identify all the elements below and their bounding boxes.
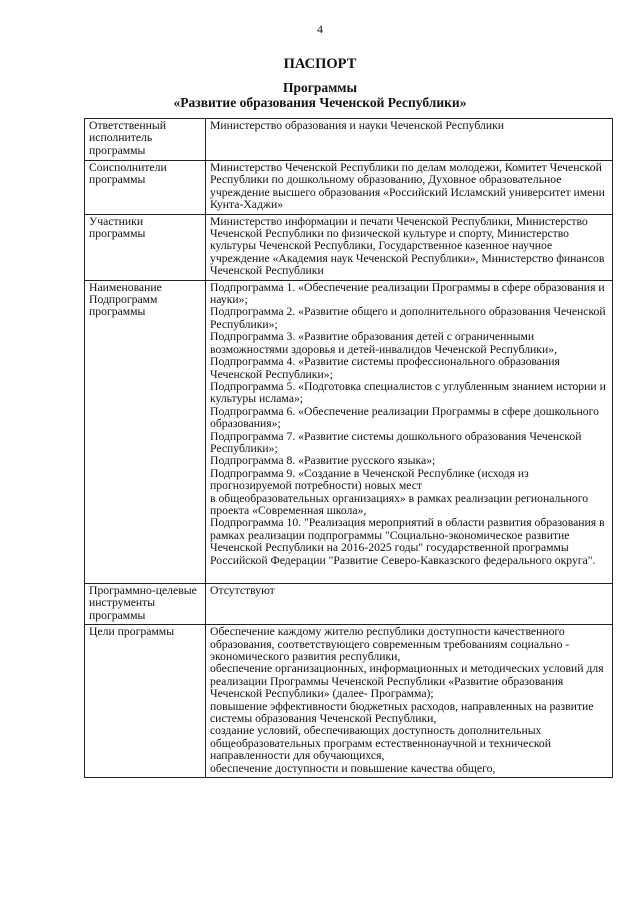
value-line: обеспечение организационных, информационных и методических условий для реализации Программы Чеченской Республики «Развитие образования Чеченской Республики» (далее- Программа); (210, 662, 604, 701)
value-line: Подпрограмма 8. «Развитие русского языка»; (210, 454, 436, 468)
value-line: в общеобразовательных организациях» в рамках реализации регионального проекта «Современная школа», (210, 491, 589, 517)
subtitle-line-2: «Развитие образования Чеченской Республики» (173, 95, 467, 110)
value-line: Министерство информации и печати Чеченской Республики, Министерство Чеченской Республики по физической культуре и спорту, Министерство культуры Чеченской Республики, Государственное казенное научное учреждение «Академия наук Чеченской Республики», Министерство финансов Чеченской Республики (210, 214, 605, 278)
table-row (85, 119, 613, 161)
table-row (85, 280, 613, 583)
row-value (206, 214, 613, 280)
value-line: Подпрограмма 9. «Создание в Чеченской Республике (исходя из прогнозируемой потребности) новых мест (210, 466, 529, 493)
value-line: Обеспечение каждому жителю республики доступности качественного образования, соответствующего современным требованиям социально - экономического развития республики, (210, 625, 570, 664)
row-label: Соисполнители программы (85, 161, 206, 215)
value-line: Подпрограмма 6. «Обеспечение реализации Программы в сфере дошкольного образования»; (210, 404, 599, 431)
value-line: Подпрограмма 1. «Обеспечение реализации Программы в сфере образования и науки»; (210, 280, 605, 307)
passport-table (84, 118, 613, 778)
value-line: повышение эффективности бюджетных расходов, направленных на развитие системы образования Чеченской Республики, (210, 699, 594, 726)
value-line: Подпрограмма 4. «Развитие системы профессионального образования Чеченской Республики»; (210, 355, 560, 381)
value-line: Подпрограмма 3. «Развитие образования детей с ограниченными возможностями здоровья и детей-инвалидов Чеченской Республики», (210, 330, 557, 356)
value-line: обеспечение доступности и повышение качества общего, (210, 761, 496, 775)
value-line: Министерство образования и науки Чеченской Республики (210, 119, 505, 132)
row-value (206, 584, 613, 625)
row-value (206, 161, 613, 215)
value-line: Подпрограмма 10. "Реализация мероприятий в области развития образования в рамках реализации подпрограммы "Социально-экономическое развитие Чеченской Республики на 2016-2025 годы" государственной программы Российской Федерации "Развитие Северо-Кавказского федерального округа". (210, 516, 605, 567)
value-line: Подпрограмма 2. «Развитие общего и дополнительного образования Чеченской Республики»; (210, 305, 606, 331)
row-value (206, 280, 613, 583)
table-row (85, 161, 613, 215)
page-number: 4 (317, 22, 323, 36)
row-label: Наименование Подпрограмм программы (85, 280, 206, 583)
row-label: Ответственный исполнитель программы (85, 119, 206, 161)
row-value (206, 119, 613, 161)
value-line: создание условий, обеспечивающих доступность дополнительных общеобразовательных программ естественнонаучной и технической направленности для обучающихся, (210, 724, 552, 763)
row-label: Цели программы (85, 625, 206, 778)
row-label: Программно-целевые инструменты программы (85, 584, 206, 625)
table-row (85, 214, 613, 280)
document-title: ПАСПОРТ (283, 56, 357, 72)
value-line: Министерство Чеченской Республики по делам молодежи, Комитет Чеченской Республики по дошкольному образованию, Духовное образовательное учреждение высшего образования «Российский Исламский университет имени Кунта-Хаджи» (210, 161, 605, 212)
value-line: Подпрограмма 5. «Подготовка специалистов с углубленным знанием истории и культуры ислама»; (210, 379, 606, 406)
subtitle-line-1: Программы (282, 80, 358, 95)
row-label: Участники программы (85, 214, 206, 280)
table-row (85, 584, 613, 625)
value-line: Подпрограмма 7. «Развитие системы дошкольного образования Чеченской Республики»; (210, 429, 582, 455)
document-subtitle (0, 80, 640, 110)
table-row (85, 625, 613, 778)
value-line: Отсутствуют (210, 584, 275, 597)
row-value (206, 625, 613, 778)
